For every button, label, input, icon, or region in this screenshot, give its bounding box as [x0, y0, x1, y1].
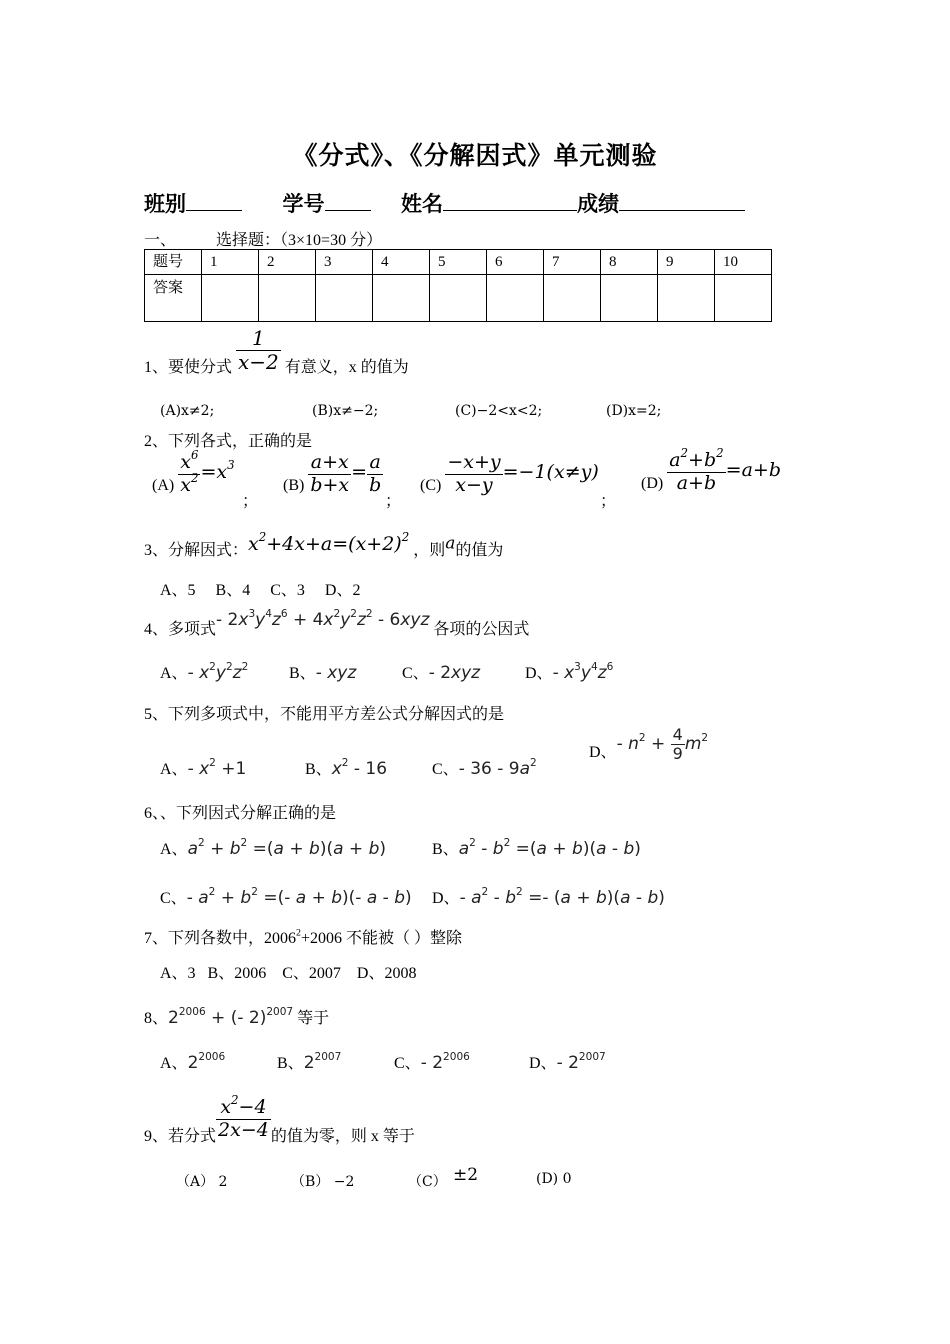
table-cell-number: 1 [202, 250, 259, 275]
section1-title: 选择题：（3×10=30 分） [216, 232, 383, 249]
table-cell-number: 3 [316, 250, 373, 275]
q4-option-d: D、- $x^3y^4z^6$ [525, 661, 614, 683]
q7-prefix: 7、下列各数中，2006 [144, 930, 297, 947]
section1-heading [144, 227, 382, 250]
question-2-text: 2、下列各式，正确的是 [144, 433, 313, 450]
table-row-answers [145, 275, 772, 322]
q1-fraction: $\frac{1}{x-2}$ [238, 326, 279, 374]
q2-option-a: (A) $\frac{x^6}{x^2}$ $=x^3$ [152, 448, 235, 496]
answer-table [144, 249, 772, 322]
table-header-number: 题号 [145, 250, 202, 275]
q5-option-c: C、- $36 - 9a^2$ [432, 757, 537, 779]
q2-label-d: (D) [641, 474, 664, 492]
answer-cell[interactable] [715, 275, 772, 322]
question-8 [144, 993, 329, 1028]
question-3 [144, 527, 503, 560]
question-1 [144, 324, 409, 377]
q4-prefix: 4、多项式 [144, 621, 217, 638]
table-cell-number: 8 [601, 250, 658, 275]
q9-fraction: $\frac{x^2-4}{2x-4}$ [218, 1093, 269, 1141]
q1-option-d: (D)x=2; [606, 403, 662, 419]
q9-suffix: 的值为零，则 x 等于 [270, 1128, 415, 1145]
q8-label-d: D、 [529, 1055, 557, 1072]
q8-label-a: A、 [160, 1055, 188, 1072]
q3-prefix: 3、分解因式： [144, 542, 249, 559]
table-header-answer: 答案 [145, 275, 202, 322]
q6-label-d: D、 [432, 890, 460, 907]
answer-cell[interactable] [487, 275, 544, 322]
question-6-text: 6、、下列因式分解正确的是 [144, 805, 337, 822]
student-info-line [144, 188, 745, 218]
q2-d-fraction: $\frac{a^2+b^2}{a+b}$ [669, 446, 724, 494]
q5-label-b: B、 [305, 761, 332, 778]
q9-prefix: 9、若分式 [144, 1128, 217, 1145]
name-blank[interactable] [443, 190, 577, 211]
table-cell-number: 10 [715, 250, 772, 275]
table-cell-number: 7 [544, 250, 601, 275]
q2-option-c: (C) $\frac{-x+y}{x-y}$ =−1(x≠y) [420, 451, 599, 496]
q4-label-a: A、 [160, 665, 188, 682]
answer-cell[interactable] [658, 275, 715, 322]
answer-cell[interactable] [430, 275, 487, 322]
q2-label-c: (C) [420, 476, 442, 494]
q2-b-fraction-right: $\frac{a}{b}$ [369, 451, 382, 496]
score-label: 成绩 [577, 192, 619, 216]
table-cell-number: 5 [430, 250, 487, 275]
q1-option-c: (C)−2<x<2; [455, 403, 543, 419]
q2-a-fraction: $\frac{x^6}{x^2}$ [180, 448, 199, 496]
q6-option-d: D、- $a^2 - b^2 =- (a + b)(a - b)$ [432, 886, 665, 908]
question-7 [144, 925, 462, 948]
q4-label-c: C、 [402, 665, 429, 682]
answer-cell[interactable] [202, 275, 259, 322]
q6-label-b: B、 [432, 841, 459, 858]
q5-option-a: A、- $x^2 +1$ [160, 757, 247, 779]
q2-c-fraction: $\frac{-x+y}{x-y}$ [447, 451, 501, 496]
id-label: 学号 [282, 192, 325, 216]
q9-option-a: （A） 2 [176, 1174, 228, 1190]
q4-label-b: B、 [289, 665, 316, 682]
q4-polynomial: - $2x^3y^4z^6 + 4x^2y^2z^2 - 6xyz$ [216, 607, 430, 630]
page-title: 《分式》、《分解因式》单元测验 [292, 143, 658, 170]
q6-label-c: C、 [160, 890, 187, 907]
question-4 [144, 600, 529, 639]
q1-prefix: 1、要使分式 [144, 359, 233, 376]
table-row-numbers [145, 250, 772, 275]
q3-suffix: 的值为 [455, 542, 504, 559]
q8-option-d: D、- $2^{2007}$ [529, 1051, 606, 1073]
q9-option-c: （C） [408, 1174, 447, 1190]
q7-superscript: 2 [296, 927, 301, 939]
q7-suffix: +2006 不能被（ ）整除 [300, 930, 462, 947]
q5-label-d: D、 [589, 743, 617, 761]
q7-options: A、3 B、2006 C、2007 D、2008 [160, 965, 417, 982]
question-9 [144, 1093, 415, 1146]
section1-number: 一、 [144, 232, 177, 249]
q8-option-a: A、$2^{2006}$ [160, 1051, 226, 1073]
q4-option-c: C、- 2xyz [402, 648, 480, 683]
q2-label-a: (A) [152, 476, 175, 494]
q6-option-a: A、$a^2 + b^2 =(a + b)(a + b)$ [160, 837, 386, 859]
q6-label-a: A、 [160, 841, 188, 858]
q8-suffix: 等于 [297, 1010, 330, 1027]
q4-option-b: B、- xyz [289, 648, 356, 683]
q2-option-b: (B) $\frac{a+x}{b+x}$ = $\frac{a}{b}$ [283, 451, 382, 496]
table-cell-number: 2 [259, 250, 316, 275]
q3-variable-a: a [445, 533, 456, 554]
q2-option-d: (D) $\frac{a^2+b^2}{a+b}$ =a+b [641, 446, 781, 494]
q1-suffix: 有意义，x 的值为 [284, 359, 409, 376]
answer-cell[interactable] [544, 275, 601, 322]
q5-label-a: A、 [160, 761, 188, 778]
q2-separator-a: ； [242, 493, 259, 510]
class-label: 班别 [144, 192, 186, 216]
answer-cell[interactable] [259, 275, 316, 322]
name-label: 姓名 [401, 192, 443, 216]
q9-option-d: (D) 0 [536, 1171, 572, 1187]
q9-option-b: （B） −2 [291, 1174, 355, 1190]
q8-expression: $2^{2006}$ + (- 2)$^{2007}$ [168, 1006, 294, 1028]
question-5-text: 5、下列多项式中，不能用平方差公式分解因式的是 [144, 706, 505, 723]
q5-option-d: D、- $n^2$ + $\frac{4}{9}$ $m^2$ [589, 725, 709, 764]
q2-b-fraction-left: $\frac{a+x}{b+x}$ [310, 451, 350, 496]
q2-label-b: (B) [283, 476, 305, 494]
q3-options: A、5 B、4 C、3 D、2 [160, 582, 361, 599]
q6-option-c: C、- $a^2 + b^2$ =(- a + b)(- a - b) [160, 886, 412, 908]
q8-option-b: B、$2^{2007}$ [277, 1051, 342, 1073]
q4-suffix: 各项的公因式 [433, 621, 530, 638]
q8-label-b: B、 [277, 1055, 304, 1072]
answer-cell[interactable] [316, 275, 373, 322]
answer-cell[interactable] [601, 275, 658, 322]
q3-middle: ，则 [413, 542, 446, 559]
q5-label-c: C、 [432, 761, 459, 778]
table-cell-number: 4 [373, 250, 430, 275]
q4-option-a: A、- $x^2y^2z^2$ [160, 661, 249, 683]
q6-option-b: B、$a^2 - b^2 =(a + b)(a - b)$ [432, 837, 641, 859]
q1-option-a: (A)x≠2; [160, 403, 215, 419]
q8-label-c: C、 [394, 1055, 421, 1072]
q1-option-b: (B)x≠−2; [312, 403, 379, 419]
q2-separator-b: ； [385, 493, 402, 510]
q8-prefix: 8、 [144, 1010, 169, 1027]
q4-label-d: D、 [525, 665, 553, 682]
q5-option-b: B、$x^2 - 16$ [305, 757, 388, 779]
q8-option-c: C、- $2^{2006}$ [394, 1051, 470, 1073]
table-cell-number: 9 [658, 250, 715, 275]
class-blank[interactable] [186, 190, 242, 211]
table-cell-number: 6 [487, 250, 544, 275]
q9-option-c-value: ±2 [453, 1165, 479, 1185]
score-blank[interactable] [619, 190, 745, 211]
q2-separator-c: ； [600, 493, 617, 510]
q3-expression: $x^2+4x+a=(x+2)^2$ [248, 529, 410, 555]
answer-cell[interactable] [373, 275, 430, 322]
id-blank[interactable] [325, 190, 371, 211]
